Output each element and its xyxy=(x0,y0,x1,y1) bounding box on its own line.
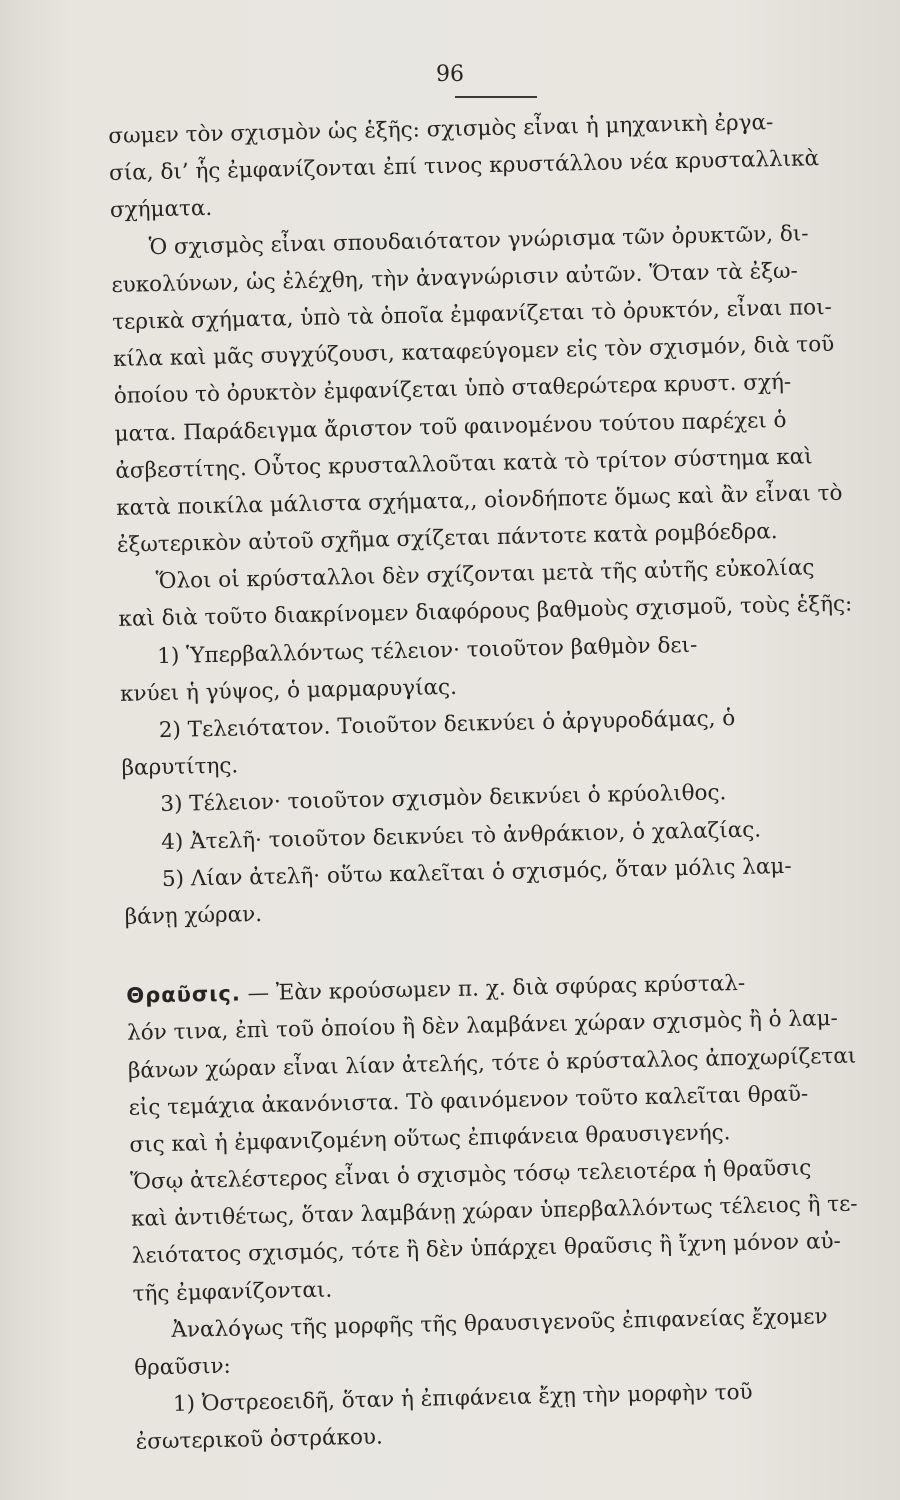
list-item-2: 2) Τελειότατον. Τοιοῦτον δεικνύει ὁ ἀργυροδάμας, ὁ xyxy=(158,705,736,744)
text-line: λειότατος σχισμός, τότε ἢ δὲν ὑπάρχει θραῦσις ἢ ἴχνη μόνον αὐ- xyxy=(131,1229,842,1270)
text-line: καὶ διὰ τοῦτο διακρίνομεν διαφόρους βαθμοὺς σχισμοῦ, τοὺς ἑξῆς: xyxy=(118,591,853,633)
text-line: Ἀναλόγως τῆς μορφῆς τῆς θραυσιγενοῦς ἐπιφανείας ἔχομεν xyxy=(171,1304,828,1343)
text-line: Ὁ σχισμὸς εἶναι σπουδαιότατον γνώρισμα τῶν ὀρυκτῶν, δι- xyxy=(148,220,809,260)
text-line: τῆς ἐμφανίζονται. xyxy=(132,1277,333,1307)
text-line: ευκολύνων, ὡς ἐλέχθη, τὴν ἀναγνώρισιν αὐτῶν. Ὅταν τὰ ἐξω- xyxy=(111,258,799,298)
text-line: βαρυτίτης. xyxy=(121,753,239,782)
list-item-5: 5) Λίαν ἀτελῆ· οὕτω καλεῖται ὁ σχισμός, ὅταν μόλις λαμ- xyxy=(161,853,792,892)
text-line: σχήματα. xyxy=(109,196,213,224)
text-line: Ὅσῳ ἀτελέστερος εἶναι ὁ σχισμὸς τόσῳ τελειοτέρα ἡ θραῦσις xyxy=(130,1155,812,1195)
section-heading: Θραῦσις. xyxy=(126,981,242,1008)
text-line: σία, δι’ ἧς ἐμφανίζονται ἐπί τινος κρυστάλλου νέα κρυσταλλικὰ xyxy=(108,146,820,187)
text-line: ματα. Παράδειγμα ἄριστον τοῦ φαινομένου τούτου παρέχει ὁ xyxy=(114,407,787,447)
text-line: βάνῃ χώραν. xyxy=(124,901,263,930)
text-line: κίλα καὶ μᾶς συγχύζουσι, καταφεύγομεν εἰς τὸν σχισμόν, διὰ τοῦ xyxy=(112,331,835,373)
text-line: Ὅλοι οἱ κρύσταλλοι δὲν σχίζονται μετὰ τῆς αὐτῆς εὐκολίας xyxy=(155,555,815,595)
page-number: 96 xyxy=(436,62,464,87)
text-line: ἀσβεστίτης. Οὗτος κρυσταλλοῦται κατὰ τὸ τρίτον σύστημα καὶ xyxy=(115,444,813,484)
list-item-3: 3) Τέλειον· τοιοῦτον σχισμὸν δεικνύει ὁ κρύολιθος. xyxy=(160,780,727,818)
text-line: κατὰ ποικίλα μάλιστα σχήματα,, οἱονδήποτε ὅμως καὶ ἂν εἶναι τὸ xyxy=(115,480,843,521)
text-line: θραῦσιν: xyxy=(133,1353,232,1381)
text-line: τερικὰ σχήματα, ὑπὸ τὰ ὁποῖα ἐμφανίζεται τὸ ὀρυκτόν, εἶναι ποι- xyxy=(112,294,833,335)
heading-rest: — Ἐὰν κρούσωμεν π. χ. διὰ σφύρας κρύσταλ- xyxy=(240,970,746,1007)
text-line: ἐσωτερικοῦ ὀστράκου. xyxy=(135,1424,384,1456)
text-line: καὶ ἀντιθέτως, ὅταν λαμβάνῃ χώραν ὑπερβαλλόντως τέλειος ἢ τε- xyxy=(130,1191,858,1233)
text-line: βάνων χώραν εἶναι λίαν ἀτελής, τότε ὁ κρύσταλλος ἀποχωρίζεται xyxy=(127,1043,857,1084)
text-line: κνύει ἡ γύψος, ὁ μαρμαρυγίας. xyxy=(119,674,458,707)
list-item-4: 4) Ἀτελῆ· τοιοῦτον δεικνύει τὸ ἀνθράκιον, ὁ χαλαζίας. xyxy=(160,817,762,855)
list-item-fracture-1: 1) Ὀστρεοειδῆ, ὅταν ἡ ἐπιφάνεια ἔχῃ τὴν μορφὴν τοῦ xyxy=(172,1379,753,1418)
text-line: ὁποίου τὸ ὀρυκτὸν ἐμφανίζεται ὑπὸ σταθερώτερα κρυστ. σχή- xyxy=(113,370,792,410)
text-line: εἰς τεμάχια ἀκανόνιστα. Τὸ φαινόμενον τοῦτο καλεῖται θραῦ- xyxy=(128,1081,809,1121)
text-line: σις καὶ ἡ ἐμφανιζομένη οὕτως ἐπιφάνεια θραυσιγενής. xyxy=(129,1120,731,1158)
header-rule xyxy=(455,96,537,98)
text-line: σωμεν τὸν σχισμὸν ὡς ἑξῆς: σχισμὸς εἶναι ἡ μηχανικὴ ἐργα- xyxy=(108,110,774,149)
list-item-1: 1) Ὑπερβαλλόντως τέλειον· τοιοῦτον βαθμὸν δει- xyxy=(157,632,698,669)
text-line: ἐξωτερικὸν αὐτοῦ σχῆμα σχίζεται πάντοτε κατὰ ρομβόεδρα. xyxy=(116,519,778,558)
body-text xyxy=(108,102,900,1461)
text-line: λόν τινα, ἐπὶ τοῦ ὁποίου ἢ δὲν λαμβάνει χώραν σχισμὸς ἢ ὁ λαμ- xyxy=(126,1006,839,1047)
